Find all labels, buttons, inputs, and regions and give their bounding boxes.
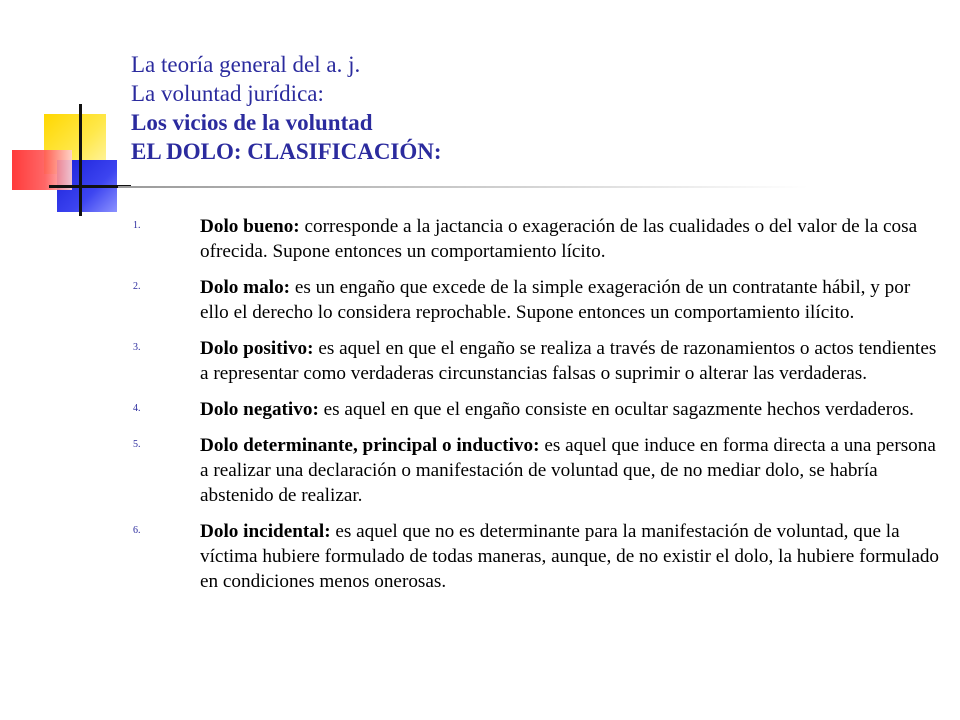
vertical-line [79, 104, 82, 216]
item-text: es aquel en que el engaño se realiza a través de razonamientos o actos tendientes a representar como verdaderas circunstancias falsas o suprimir o alterar las verdaderas. [200, 338, 937, 384]
title-line-2: La voluntad jurídica: [131, 81, 324, 106]
item-number: 4. [133, 403, 141, 414]
item-number: 2. [133, 281, 141, 292]
list-item [133, 214, 943, 264]
slide-title [131, 50, 911, 166]
title-line-1: La teoría general del a. j. [131, 52, 361, 77]
list-item [133, 275, 943, 325]
list-item [133, 336, 943, 386]
title-line-3: Los vicios de la voluntad [131, 110, 373, 135]
item-text: es aquel en que el engaño consiste en ocultar sagazmente hechos verdaderos. [318, 399, 914, 420]
item-term: Dolo incidental: [200, 521, 331, 542]
item-text: es aquel que no es determinante para la manifestación de voluntad, que la víctima hubiere formulado de todas maneras, aunque, de no existir el dolo, la hubiere formulado en condiciones menos onerosas. [200, 521, 940, 592]
item-number: 6. [133, 525, 141, 536]
item-number: 3. [133, 342, 141, 353]
item-text: corresponde a la jactancia o exageración de las cualidades o del valor de la cosa ofrecida. Supone entonces un comportamiento lícito. [200, 216, 918, 262]
item-text: es un engaño que excede de la simple exageración de un contratante hábil, y por ello el derecho lo considera reprochable. Supone entonces un comportamiento ilícito. [200, 277, 911, 323]
item-term: Dolo malo: [200, 277, 291, 298]
list-item [133, 433, 943, 508]
item-term: Dolo positivo: [200, 338, 314, 359]
item-text: es aquel que induce en forma directa a una persona a realizar una declaración o manifestación de voluntad que, de no mediar dolo, se habría abstenido de realizar. [200, 435, 936, 506]
list-item [133, 519, 943, 594]
title-divider [118, 186, 808, 188]
list-item [133, 397, 943, 422]
red-square [12, 150, 72, 190]
title-line-4: EL DOLO: CLASIFICACIÓN: [131, 139, 442, 164]
item-term: Dolo negativo: [200, 399, 319, 420]
item-number: 1. [133, 220, 141, 231]
item-term: Dolo bueno: [200, 216, 300, 237]
item-term: Dolo determinante, principal o inductivo: [200, 435, 540, 456]
dolo-classification-list [133, 214, 943, 605]
item-number: 5. [133, 439, 141, 450]
